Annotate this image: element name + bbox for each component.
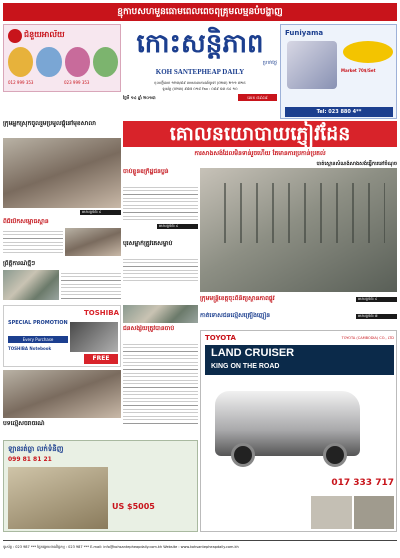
toyota-banner xyxy=(205,345,394,375)
right-ad-phone: Tel: 023 880 4** xyxy=(285,107,393,117)
issue-badge: លេខ ៥៩៤៨ xyxy=(238,94,277,101)
story-body xyxy=(61,270,121,300)
story-body xyxy=(3,228,63,256)
masthead-title: កោះសន្តិភាព xyxy=(136,29,264,59)
top-banner-text: ខ្មុកាបសហមួនធោមពេលពេចពុគ្រុមលម្មនបំបង្ហាញ xyxy=(117,7,283,17)
story-photo xyxy=(3,270,59,300)
right-ad-price: Market 70$/Set xyxy=(341,68,376,73)
left-ad-title: ជំនួយអាល័យ xyxy=(24,30,65,39)
lead-story-photo xyxy=(3,138,121,208)
masthead-info-1: ចុះបញ្ជីលេខ ១២៣/៩៩ តាមគោលការណ៍ទូទៅ (០២៣) ២១១ ៧១៥ xyxy=(154,81,246,85)
toyota-phone: 017 333 717 xyxy=(331,478,394,488)
photo-circle xyxy=(36,47,61,77)
main-photo xyxy=(200,168,397,292)
bottom-ad[interactable] xyxy=(3,440,198,532)
main-headline[interactable]: គោលនយោបាយភ្ញៀវដែន xyxy=(169,123,351,145)
story-title[interactable]: ព្រឹត្តិការណ៍ថ្មីៗ xyxy=(3,260,36,267)
story-title[interactable]: ក្រុមមន្ត្រីខេត្តចុះពិនិត្យស្ថានភាពផ្លូវ xyxy=(200,295,275,302)
bottom-ad-title: ឡានរត់ធ្លា លក់ទំនិញ xyxy=(8,445,64,453)
toyota-thumbnails xyxy=(311,496,394,529)
left-ad-logo xyxy=(8,29,22,43)
story-title[interactable]: ចាប់ខ្លួនឧក្រិដ្ឋជនប្លន់ xyxy=(123,168,169,175)
toyota-dealer: TOYOTA (CAMBODIA) CO., LTD xyxy=(341,336,394,340)
left-ad-phone-2: 023 999 353 xyxy=(64,80,90,85)
toshiba-label-1: SPECIAL PROMOTION xyxy=(8,320,68,326)
main-headline-box xyxy=(123,121,397,147)
toshiba-label-2: Every Purchase xyxy=(8,336,68,343)
toyota-brand: TOYOTA xyxy=(205,334,236,342)
photo-circle xyxy=(65,47,90,77)
footer-text: ទូរស័ព្ទ : 023 987 *** ផ្នែកផ្សាយពាណិជ្ជកម្ម : 023 987 *** E-mail: info@kohsantepheapdaily.com.kh Website : www.kohsantepheapdaily.com.kh xyxy=(3,545,239,549)
lead-story-more[interactable]: អានបន្តទំព័រ ៤ xyxy=(80,210,121,215)
right-story-1 xyxy=(200,295,397,310)
toshiba-brand: TOSHIBA xyxy=(84,309,119,317)
story-body xyxy=(123,256,198,284)
right-story-2 xyxy=(200,312,397,327)
story-body xyxy=(123,184,198,220)
middle-story-block-1 xyxy=(123,168,198,238)
story-more[interactable]: អានបន្តទំព័រ ៧ xyxy=(356,314,397,319)
story-photo xyxy=(123,305,198,323)
right-masthead-ad[interactable] xyxy=(280,24,397,119)
left-lower-title[interactable]: បទល្មើសចរាចរណ៍ xyxy=(3,420,45,427)
bottom-ad-photo xyxy=(8,467,108,529)
thumb xyxy=(311,496,352,529)
masthead xyxy=(123,24,277,119)
toshiba-free: FREE xyxy=(84,354,118,364)
story-title[interactable]: ពិធីបើកសម្ពោធស្ពាន xyxy=(3,218,49,225)
structure-frame xyxy=(210,183,385,243)
middle-lower-story xyxy=(123,305,198,430)
photo-circle xyxy=(8,47,33,77)
middle-story-block-2 xyxy=(123,240,198,292)
toshiba-label-3: TOSHIBA Notebook xyxy=(8,346,52,351)
left-story-block-1 xyxy=(3,218,121,258)
toyota-ad[interactable] xyxy=(200,330,397,532)
story-photo xyxy=(65,228,121,256)
story-body xyxy=(123,341,198,427)
left-ad-phone-1: 012 999 353 xyxy=(8,80,34,85)
lead-story-headline[interactable]: ក្រុមអ្នកស្រុកចូលរួមប្រមូលផ្តុំនៅមុខសាលា xyxy=(3,120,96,127)
toyota-slogan: KING ON THE ROAD xyxy=(211,363,280,370)
left-lower-photo xyxy=(3,370,121,418)
right-ad-product xyxy=(287,41,337,89)
toshiba-laptop xyxy=(70,322,118,352)
toyota-wheel-right xyxy=(323,443,347,467)
masthead-title-suffix: ប្រចាំថ្ងៃ xyxy=(262,60,277,66)
toyota-wheel-left xyxy=(231,443,255,467)
left-masthead-ad[interactable] xyxy=(3,24,121,92)
right-ad-burst xyxy=(343,41,393,63)
footer xyxy=(3,540,397,554)
story-more[interactable]: អានបន្តទំព័រ ៤ xyxy=(356,297,397,302)
right-ad-brand: Funiyama xyxy=(285,29,324,37)
left-story-block-2 xyxy=(3,260,121,302)
top-banner xyxy=(3,3,397,21)
story-title[interactable]: កាត់ទោសជនល្មើសគ្រឿងញៀន xyxy=(200,312,271,319)
story-title[interactable]: ជនសង្ស័យត្រូវបានចាប់ xyxy=(123,325,175,332)
photo-circle xyxy=(93,47,118,77)
masthead-subtitle: KOH SANTEPHEAP DAILY xyxy=(155,68,245,76)
left-ad-photos xyxy=(8,47,118,77)
story-title[interactable]: បុរសម្នាក់ត្រូវគេសម្លាប់ xyxy=(123,240,173,247)
masthead-date: ថ្ងៃទី ១៤ ឆ្នាំ ២០១៣ xyxy=(123,95,156,100)
main-subheadline: ការសាងសង់ដែលមិនទាន់រួចហើយ តែមានការប្រកាន់ប្រគល់ xyxy=(194,150,326,157)
toshiba-ad[interactable] xyxy=(3,305,121,367)
bottom-ad-phone: 099 81 81 21 xyxy=(8,456,52,463)
toyota-model: LAND CRUISER xyxy=(211,347,295,359)
story-more[interactable]: អានបន្តទំព័រ ៤ xyxy=(157,224,198,229)
bottom-ad-price: US $5005 xyxy=(112,502,155,511)
photo-caption: បាត់ស្តោនសំណង់សាងសង់ធ្វើការនៅចំណុច xyxy=(316,161,397,167)
thumb xyxy=(354,496,395,529)
masthead-info-2: ទូរស័ព្ទ (០២៣) ៩៨៧ ០១៨ Fax : ០៩៩ ៥៣ ៥៤ ១០ xyxy=(162,87,238,91)
